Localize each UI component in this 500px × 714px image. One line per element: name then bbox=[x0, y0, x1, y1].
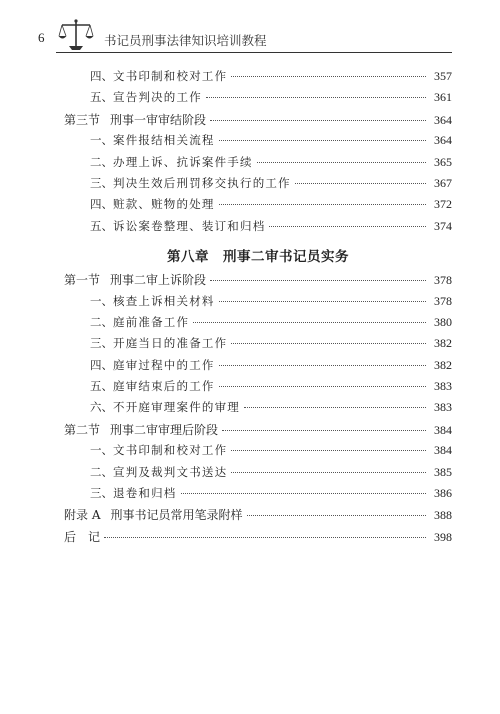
toc-entry-title: 退卷和归档 bbox=[113, 486, 177, 501]
toc-entry-label: 五、 bbox=[90, 90, 113, 105]
toc-entry-label: 三、 bbox=[90, 486, 113, 501]
toc-entry-label: 一、 bbox=[90, 293, 113, 308]
toc-page-number: 398 bbox=[434, 529, 452, 544]
toc-entry-title: 办理上诉、抗诉案件手续 bbox=[113, 154, 253, 169]
dot-leader bbox=[219, 204, 426, 205]
dot-leader bbox=[247, 515, 427, 516]
toc-entry-title: 庭前准备工作 bbox=[113, 314, 190, 329]
toc-section-row bbox=[64, 528, 452, 549]
toc-entry-label: 第三节 bbox=[64, 112, 101, 127]
chapter-label: 第八章 bbox=[167, 249, 209, 266]
dot-leader bbox=[231, 450, 426, 451]
toc-entry-label: 第一节 bbox=[64, 273, 101, 288]
toc-page-number: 382 bbox=[434, 336, 452, 351]
dot-leader bbox=[244, 407, 426, 408]
toc-entry-label: 五、 bbox=[90, 379, 113, 394]
toc-page-number: 385 bbox=[434, 464, 452, 479]
toc-entry-label: 四、 bbox=[90, 357, 113, 372]
dot-leader bbox=[104, 537, 426, 538]
toc-item-row bbox=[64, 196, 452, 217]
toc-entry-label: 二、 bbox=[90, 464, 113, 479]
dot-leader bbox=[219, 140, 426, 141]
toc-item-row bbox=[64, 89, 452, 110]
page-number: 6 bbox=[38, 30, 45, 45]
toc-entry-title: 不开庭审理案件的审理 bbox=[113, 400, 240, 415]
dot-leader bbox=[222, 430, 426, 431]
table-of-contents bbox=[64, 68, 452, 549]
toc-page-number: 372 bbox=[434, 197, 452, 212]
toc-item-row bbox=[64, 154, 452, 175]
toc-entry-label: 一、 bbox=[90, 133, 113, 148]
dot-leader bbox=[231, 76, 426, 77]
toc-entry-title: 判决生效后刑罚移交执行的工作 bbox=[113, 175, 291, 190]
toc-entry-title: 庭审过程中的工作 bbox=[113, 357, 215, 372]
toc-entry-title: 诉讼案卷整理、装订和归档 bbox=[113, 218, 266, 233]
chapter-title: 刑事二审书记员实务 bbox=[223, 249, 349, 266]
toc-item-row bbox=[64, 442, 452, 463]
toc-item-row bbox=[64, 335, 452, 356]
toc-entry-title: 文书印制和校对工作 bbox=[113, 69, 228, 83]
toc-section-row bbox=[64, 506, 452, 527]
toc-item-row bbox=[64, 464, 452, 485]
page-header bbox=[0, 0, 500, 60]
toc-entry-label: 三、 bbox=[90, 175, 113, 190]
toc-item-row bbox=[64, 132, 452, 153]
dot-leader bbox=[181, 493, 427, 494]
toc-entry-title: 案件报结相关流程 bbox=[113, 133, 215, 148]
toc-entry-title: 文书印制和校对工作 bbox=[113, 443, 228, 458]
toc-section-row bbox=[64, 271, 452, 292]
toc-entry-label: 二、 bbox=[90, 154, 113, 169]
toc-page-number: 367 bbox=[434, 175, 452, 190]
toc-item-row bbox=[64, 399, 452, 420]
toc-entry-label: 一、 bbox=[90, 443, 113, 458]
toc-entry-label: 六、 bbox=[90, 400, 113, 415]
toc-item-row bbox=[64, 293, 452, 314]
toc-page-number: 357 bbox=[434, 69, 452, 83]
chapter-heading bbox=[64, 239, 452, 271]
toc-page-number: 383 bbox=[434, 379, 452, 394]
toc-item-row bbox=[64, 357, 452, 378]
toc-entry-label: 后 记 bbox=[64, 529, 101, 544]
scales-of-justice-icon bbox=[58, 18, 94, 52]
header-rule bbox=[56, 52, 452, 53]
toc-entry-label: 第二节 bbox=[64, 422, 101, 437]
toc-entry-title: 宣判及裁判文书送达 bbox=[113, 464, 228, 479]
dot-leader bbox=[193, 322, 426, 323]
toc-page-number: 382 bbox=[434, 357, 452, 372]
dot-leader bbox=[231, 472, 426, 473]
toc-page-number: 386 bbox=[434, 486, 452, 501]
toc-item-row bbox=[64, 378, 452, 399]
toc-item-row bbox=[64, 314, 452, 335]
toc-entry-title: 宣告判决的工作 bbox=[113, 90, 202, 105]
toc-entry-title: 刑事一审审结阶段 bbox=[110, 112, 207, 127]
toc-page-number: 374 bbox=[434, 218, 452, 233]
toc-entry-title: 刑事二审上诉阶段 bbox=[110, 273, 207, 288]
toc-page-number: 380 bbox=[434, 314, 452, 329]
dot-leader bbox=[295, 183, 426, 184]
toc-page-number: 388 bbox=[434, 508, 452, 523]
toc-item-row bbox=[64, 175, 452, 196]
toc-page-number: 384 bbox=[434, 422, 452, 437]
toc-page-number: 378 bbox=[434, 273, 452, 288]
toc-entry-label: 三、 bbox=[90, 336, 113, 351]
dot-leader bbox=[231, 343, 426, 344]
toc-page-number: 361 bbox=[434, 90, 452, 105]
dot-leader bbox=[219, 301, 426, 302]
dot-leader bbox=[210, 120, 426, 121]
toc-entry-title: 开庭当日的准备工作 bbox=[113, 336, 228, 351]
toc-page-number: 384 bbox=[434, 443, 452, 458]
dot-leader bbox=[269, 226, 426, 227]
dot-leader bbox=[257, 162, 426, 163]
dot-leader bbox=[206, 97, 426, 98]
toc-page-number: 383 bbox=[434, 400, 452, 415]
toc-entry-title: 赃款、赃物的处理 bbox=[113, 197, 215, 212]
toc-item-row bbox=[64, 68, 452, 89]
toc-entry-label: 四、 bbox=[90, 197, 113, 212]
dot-leader bbox=[219, 386, 426, 387]
toc-item-row bbox=[64, 485, 452, 506]
toc-page-number: 378 bbox=[434, 293, 452, 308]
toc-entry-label: 附录 A bbox=[64, 508, 101, 523]
toc-entry-label: 二、 bbox=[90, 314, 113, 329]
toc-entry-title: 庭审结束后的工作 bbox=[113, 379, 215, 394]
book-title: 书记员刑事法律知识培训教程 bbox=[104, 33, 267, 48]
toc-entry-title: 刑事书记员常用笔录附样 bbox=[110, 508, 243, 523]
toc-item-row bbox=[64, 218, 452, 239]
toc-page-number: 365 bbox=[434, 154, 452, 169]
toc-section-row bbox=[64, 111, 452, 132]
toc-section-row bbox=[64, 421, 452, 442]
toc-entry-label: 四、 bbox=[90, 69, 113, 83]
toc-page-number: 364 bbox=[434, 133, 452, 148]
toc-entry-title: 核查上诉相关材料 bbox=[113, 293, 215, 308]
toc-page-number: 364 bbox=[434, 112, 452, 127]
toc-entry-label: 五、 bbox=[90, 218, 113, 233]
dot-leader bbox=[219, 365, 426, 366]
toc-entry-title: 刑事二审审理后阶段 bbox=[110, 422, 219, 437]
dot-leader bbox=[210, 280, 426, 281]
